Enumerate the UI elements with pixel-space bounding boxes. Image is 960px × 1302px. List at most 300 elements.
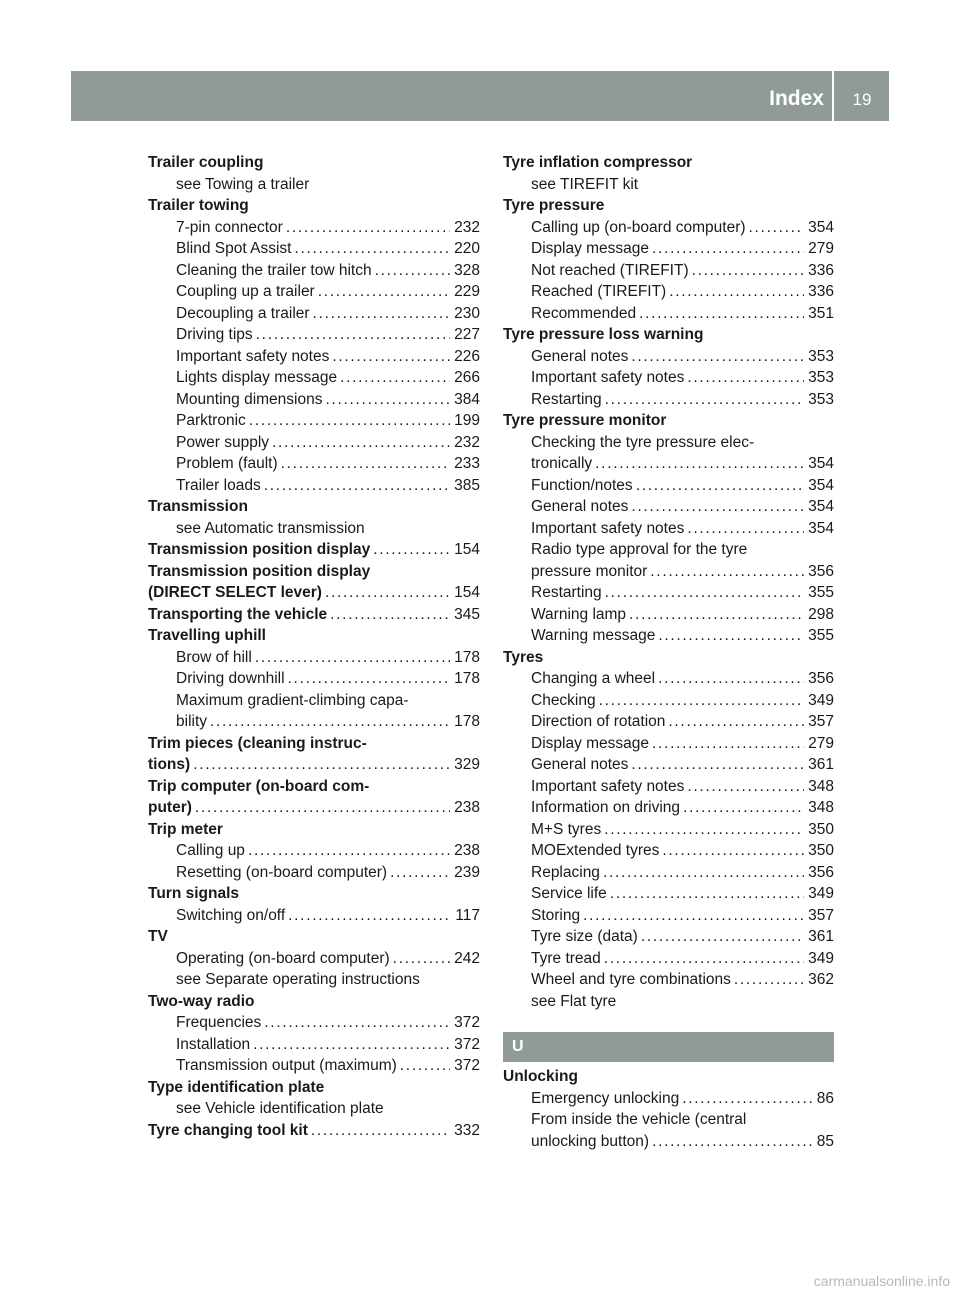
index-entry[interactable] bbox=[148, 389, 480, 411]
leader-dots bbox=[682, 1088, 813, 1110]
leader-dots bbox=[636, 475, 804, 497]
leader-dots bbox=[390, 862, 450, 884]
index-entry[interactable] bbox=[148, 862, 480, 884]
page-number: 19 bbox=[852, 90, 872, 109]
entry-label: Function/notes bbox=[531, 476, 633, 494]
entry-label: Coupling up a trailer bbox=[176, 283, 315, 300]
leader-dots bbox=[652, 1131, 813, 1153]
index-entry[interactable] bbox=[148, 281, 480, 303]
index-entry[interactable] bbox=[148, 410, 480, 432]
index-subentry-text bbox=[148, 690, 480, 712]
index-entry[interactable] bbox=[148, 475, 480, 497]
index-heading bbox=[148, 1077, 480, 1099]
entry-label: Trailer towing bbox=[148, 197, 249, 214]
entry-label: Operating (on-board computer) bbox=[176, 949, 390, 967]
entry-label: Display message bbox=[531, 734, 650, 752]
page-ref[interactable]: 349 bbox=[808, 949, 834, 967]
index-heading[interactable] bbox=[148, 1120, 480, 1142]
page-ref[interactable]: 354 bbox=[808, 498, 834, 515]
entry-label: General notes bbox=[531, 498, 629, 515]
page-ref[interactable]: 350 bbox=[808, 842, 834, 859]
entry-label: Storing bbox=[531, 906, 581, 924]
page-ref[interactable]: 239 bbox=[454, 863, 480, 881]
index-entry[interactable] bbox=[148, 647, 480, 669]
entry-label: Restarting bbox=[531, 584, 602, 601]
page-ref[interactable]: 356 bbox=[808, 562, 834, 580]
page-ref[interactable]: 384 bbox=[454, 390, 480, 408]
page-ref[interactable]: 232 bbox=[454, 218, 480, 236]
index-entry[interactable] bbox=[503, 1088, 834, 1110]
entry-label: Tyre inflation compressor bbox=[503, 154, 693, 171]
entry-label: Recommended bbox=[531, 304, 637, 322]
entry-label: TV bbox=[148, 928, 168, 945]
index-entry[interactable] bbox=[503, 969, 834, 991]
entry-label: Installation bbox=[176, 1035, 251, 1053]
index-entry[interactable] bbox=[503, 496, 834, 518]
page-ref[interactable]: 232 bbox=[454, 433, 480, 451]
index-heading bbox=[148, 496, 480, 518]
page-ref[interactable]: 178 bbox=[454, 713, 480, 730]
header-divider bbox=[832, 71, 834, 121]
leader-dots bbox=[605, 582, 804, 604]
entry-label: puter) bbox=[148, 799, 192, 816]
leader-dots bbox=[595, 453, 804, 475]
leader-dots bbox=[294, 238, 450, 260]
page-ref[interactable]: 362 bbox=[808, 971, 834, 988]
entry-label: Not reached (TIREFIT) bbox=[531, 261, 689, 279]
entry-label: tronically bbox=[531, 455, 593, 472]
index-heading bbox=[503, 152, 834, 174]
leader-dots bbox=[195, 797, 450, 819]
index-entry[interactable] bbox=[503, 668, 834, 690]
index-heading bbox=[503, 647, 834, 669]
index-entry[interactable] bbox=[503, 690, 834, 712]
index-entry[interactable] bbox=[503, 625, 834, 647]
index-entry[interactable] bbox=[503, 819, 834, 841]
entry-label: Resetting (on-board computer) bbox=[176, 863, 388, 881]
page-ref[interactable]: 355 bbox=[808, 627, 834, 644]
index-entry[interactable] bbox=[503, 238, 834, 260]
entry-label: From inside the vehicle (central bbox=[531, 1111, 747, 1128]
page-ref[interactable]: 154 bbox=[454, 541, 480, 558]
index-entry[interactable] bbox=[503, 905, 834, 927]
leader-dots bbox=[631, 754, 804, 776]
page-ref[interactable]: 199 bbox=[454, 412, 480, 429]
page-ref[interactable]: 355 bbox=[808, 584, 834, 601]
leader-dots bbox=[604, 948, 804, 970]
index-entry[interactable] bbox=[148, 905, 480, 927]
leader-dots bbox=[599, 690, 805, 712]
page-ref[interactable]: 238 bbox=[454, 842, 480, 859]
index-entry[interactable] bbox=[148, 668, 480, 690]
index-entry[interactable] bbox=[503, 367, 834, 389]
entry-label: Important safety notes bbox=[531, 777, 685, 795]
entry-label: Calling up (on-board computer) bbox=[531, 218, 746, 236]
index-heading bbox=[148, 561, 480, 583]
entry-label: Important safety notes bbox=[176, 347, 330, 365]
leader-dots bbox=[604, 819, 804, 841]
index-heading[interactable] bbox=[148, 604, 480, 626]
index-subentry-text bbox=[148, 174, 480, 196]
entry-label: Trim pieces (cleaning instruc- bbox=[148, 734, 367, 752]
leader-dots bbox=[330, 604, 450, 626]
index-entry[interactable] bbox=[503, 840, 834, 862]
entry-label: see TIREFIT kit bbox=[531, 175, 639, 193]
page-ref[interactable]: 233 bbox=[454, 455, 480, 472]
index-entry[interactable] bbox=[148, 367, 480, 389]
index-entry[interactable] bbox=[503, 346, 834, 368]
page-ref[interactable]: 117 bbox=[455, 906, 480, 924]
entry-label: Driving tips bbox=[176, 326, 253, 343]
index-subentry-text bbox=[503, 174, 834, 196]
index-entry[interactable] bbox=[148, 1012, 480, 1034]
leader-dots bbox=[264, 1012, 450, 1034]
index-heading[interactable] bbox=[148, 539, 480, 561]
leader-dots bbox=[375, 260, 451, 282]
entry-label: Turn signals bbox=[148, 885, 240, 902]
page-ref[interactable]: 351 bbox=[808, 304, 834, 322]
index-entry[interactable] bbox=[503, 733, 834, 755]
index-title: Index bbox=[769, 87, 824, 110]
page-ref[interactable]: 279 bbox=[808, 734, 834, 752]
page-ref[interactable]: 345 bbox=[454, 605, 480, 623]
entry-label: Transmission position display bbox=[148, 562, 371, 580]
entry-label: Type identification plate bbox=[148, 1078, 325, 1096]
index-entry[interactable] bbox=[503, 776, 834, 798]
index-column-left bbox=[148, 152, 480, 1141]
index-entry[interactable] bbox=[503, 754, 834, 776]
index-entry[interactable] bbox=[503, 883, 834, 905]
leader-dots bbox=[749, 217, 805, 239]
page-ref[interactable]: 226 bbox=[454, 347, 480, 365]
index-subentry-text bbox=[148, 969, 480, 991]
page-ref[interactable]: 329 bbox=[454, 756, 480, 773]
page-ref[interactable]: 332 bbox=[454, 1121, 480, 1139]
page-ref[interactable]: 361 bbox=[808, 928, 834, 945]
entry-label: Power supply bbox=[176, 433, 270, 451]
entry-label: General notes bbox=[531, 347, 629, 365]
entry-label: bility bbox=[176, 713, 208, 730]
entry-label: Emergency unlocking bbox=[531, 1089, 680, 1107]
leader-dots bbox=[288, 668, 451, 690]
index-entry[interactable] bbox=[503, 518, 834, 540]
index-entry[interactable] bbox=[503, 604, 834, 626]
leader-dots bbox=[631, 496, 804, 518]
page-ref[interactable]: 361 bbox=[808, 756, 834, 773]
page-ref[interactable]: 372 bbox=[454, 1014, 480, 1031]
page-ref[interactable]: 350 bbox=[808, 820, 834, 838]
entry-label: Replacing bbox=[531, 863, 600, 881]
index-entry[interactable] bbox=[148, 711, 480, 733]
page-ref[interactable]: 242 bbox=[454, 949, 480, 967]
entry-label: Tyre changing tool kit bbox=[148, 1121, 308, 1139]
leader-dots bbox=[288, 905, 451, 927]
page-ref[interactable]: 385 bbox=[454, 476, 480, 494]
leader-dots bbox=[311, 1120, 450, 1142]
entry-label: Problem (fault) bbox=[176, 455, 278, 472]
index-entry[interactable] bbox=[503, 260, 834, 282]
index-heading bbox=[148, 883, 480, 905]
leader-dots bbox=[318, 281, 450, 303]
entry-label: see Automatic transmission bbox=[176, 519, 365, 537]
index-entry[interactable] bbox=[148, 840, 480, 862]
page-ref[interactable]: 356 bbox=[808, 863, 834, 881]
leader-dots bbox=[253, 1034, 450, 1056]
section-letter-header: U bbox=[503, 1032, 834, 1062]
leader-dots bbox=[603, 862, 804, 884]
entry-label: Trip meter bbox=[148, 820, 223, 838]
entry-label: Driving downhill bbox=[176, 670, 285, 687]
entry-label: Parktronic bbox=[176, 412, 246, 429]
index-entry[interactable] bbox=[503, 926, 834, 948]
page-ref[interactable]: 220 bbox=[454, 240, 480, 257]
page-ref[interactable]: 354 bbox=[808, 218, 834, 236]
entry-label: Restarting bbox=[531, 390, 602, 408]
index-heading bbox=[148, 625, 480, 647]
index-entry[interactable] bbox=[503, 561, 834, 583]
index-entry[interactable] bbox=[148, 432, 480, 454]
index-entry[interactable] bbox=[148, 453, 480, 475]
entry-label: MOExtended tyres bbox=[531, 842, 660, 859]
leader-dots bbox=[210, 711, 450, 733]
entry-label: Wheel and tyre combinations bbox=[531, 971, 731, 988]
index-subentry-text bbox=[503, 539, 834, 561]
entry-label: Important safety notes bbox=[531, 519, 685, 537]
page-ref[interactable]: 298 bbox=[808, 605, 834, 623]
index-entry[interactable] bbox=[148, 303, 480, 325]
leader-dots bbox=[687, 518, 804, 540]
index-entry[interactable] bbox=[148, 217, 480, 239]
entry-label: Calling up bbox=[176, 842, 245, 859]
page-ref[interactable]: 354 bbox=[808, 519, 834, 537]
leader-dots bbox=[272, 432, 450, 454]
entry-label: Direction of rotation bbox=[531, 713, 666, 730]
entry-label: Tyre pressure bbox=[503, 197, 605, 214]
index-entry[interactable] bbox=[503, 797, 834, 819]
leader-dots bbox=[650, 561, 804, 583]
entry-label: Two-way radio bbox=[148, 992, 255, 1010]
leader-dots bbox=[668, 711, 804, 733]
page-ref[interactable]: 279 bbox=[808, 240, 834, 257]
entry-label: see Flat tyre bbox=[531, 992, 617, 1010]
index-entry[interactable] bbox=[503, 389, 834, 411]
entry-label: Blind Spot Assist bbox=[176, 240, 292, 257]
entry-label: Transmission position display bbox=[148, 541, 371, 558]
leader-dots bbox=[281, 453, 450, 475]
leader-dots bbox=[652, 238, 804, 260]
entry-label: Reached (TIREFIT) bbox=[531, 283, 667, 300]
page-ref[interactable]: 349 bbox=[808, 691, 834, 709]
page-ref[interactable]: 229 bbox=[454, 283, 480, 300]
index-heading[interactable] bbox=[148, 582, 480, 604]
index-heading bbox=[503, 1066, 834, 1088]
page-ref[interactable]: 357 bbox=[808, 713, 834, 730]
entry-label: Information on driving bbox=[531, 799, 681, 816]
leader-dots bbox=[393, 948, 450, 970]
leader-dots bbox=[658, 668, 804, 690]
entry-label: pressure monitor bbox=[531, 562, 648, 580]
index-subentry-text bbox=[503, 1109, 834, 1131]
entry-label: Trip computer (on-board com- bbox=[148, 777, 370, 795]
page-ref[interactable]: 372 bbox=[454, 1057, 480, 1074]
index-entry[interactable] bbox=[503, 453, 834, 475]
page-ref[interactable]: 372 bbox=[454, 1035, 480, 1053]
page-ref[interactable]: 348 bbox=[808, 799, 834, 816]
leader-dots bbox=[400, 1055, 450, 1077]
entry-label: see Separate operating instructions bbox=[176, 971, 420, 988]
page-ref[interactable]: 230 bbox=[454, 304, 480, 322]
index-heading bbox=[503, 324, 834, 346]
entry-label: Transmission bbox=[148, 498, 248, 515]
entry-label: Cleaning the trailer tow hitch bbox=[176, 261, 372, 279]
entry-label: Important safety notes bbox=[531, 369, 685, 386]
index-entry[interactable] bbox=[503, 948, 834, 970]
leader-dots bbox=[629, 604, 804, 626]
page-ref[interactable]: 356 bbox=[808, 670, 834, 687]
entry-label: Tyre pressure monitor bbox=[503, 412, 667, 429]
index-heading bbox=[148, 776, 480, 798]
page-ref[interactable]: 178 bbox=[454, 670, 480, 687]
entry-label: General notes bbox=[531, 756, 629, 773]
leader-dots bbox=[332, 346, 450, 368]
leader-dots bbox=[340, 367, 450, 389]
page-ref[interactable]: 348 bbox=[808, 777, 834, 795]
page-ref[interactable]: 353 bbox=[808, 347, 834, 365]
index-heading bbox=[148, 991, 480, 1013]
page-ref[interactable]: 357 bbox=[808, 906, 834, 924]
leader-dots bbox=[249, 410, 450, 432]
page-ref[interactable]: 336 bbox=[808, 261, 834, 279]
entry-label: Checking bbox=[531, 691, 596, 709]
index-heading[interactable] bbox=[148, 797, 480, 819]
entry-label: Tyre size (data) bbox=[531, 928, 638, 945]
leader-dots bbox=[325, 389, 450, 411]
entry-label: Mounting dimensions bbox=[176, 390, 323, 408]
index-entry[interactable] bbox=[503, 303, 834, 325]
entry-label: Switching on/off bbox=[176, 906, 286, 924]
entry-label: unlocking button) bbox=[531, 1132, 650, 1150]
index-entry[interactable] bbox=[148, 238, 480, 260]
leader-dots bbox=[639, 303, 804, 325]
index-heading bbox=[148, 195, 480, 217]
index-entry[interactable] bbox=[503, 1131, 834, 1153]
entry-label: Warning lamp bbox=[531, 605, 627, 623]
page-ref[interactable]: 353 bbox=[808, 390, 834, 408]
entry-label: Trailer coupling bbox=[148, 154, 264, 171]
leader-dots bbox=[193, 754, 450, 776]
leader-dots bbox=[631, 346, 804, 368]
entry-label: Unlocking bbox=[503, 1068, 578, 1085]
entry-label: Travelling uphill bbox=[148, 627, 266, 644]
index-entry[interactable] bbox=[148, 324, 480, 346]
leader-dots bbox=[248, 840, 450, 862]
index-entry[interactable] bbox=[503, 862, 834, 884]
leader-dots bbox=[255, 647, 450, 669]
entry-label: Brow of hill bbox=[176, 648, 252, 666]
leader-dots bbox=[313, 303, 451, 325]
page-ref[interactable]: 266 bbox=[454, 369, 480, 386]
leader-dots bbox=[325, 582, 450, 604]
index-subentry-text bbox=[503, 432, 834, 454]
entry-label: Transporting the vehicle bbox=[148, 605, 328, 623]
leader-dots bbox=[662, 840, 804, 862]
page-ref[interactable]: 238 bbox=[454, 799, 480, 816]
page-ref[interactable]: 85 bbox=[816, 1132, 834, 1150]
entry-label: Service life bbox=[531, 885, 607, 902]
leader-dots bbox=[610, 883, 804, 905]
index-entry[interactable] bbox=[148, 1055, 480, 1077]
leader-dots bbox=[583, 905, 804, 927]
index-heading bbox=[148, 926, 480, 948]
index-subentry-text bbox=[148, 1098, 480, 1120]
index-column-right bbox=[503, 152, 834, 1152]
entry-label: Radio type approval for the tyre bbox=[531, 541, 748, 558]
index-entry[interactable] bbox=[148, 346, 480, 368]
index-entry[interactable] bbox=[148, 260, 480, 282]
page-ref[interactable]: 328 bbox=[454, 261, 480, 279]
index-heading bbox=[148, 819, 480, 841]
index-heading bbox=[148, 733, 480, 755]
page-ref[interactable]: 336 bbox=[808, 283, 834, 300]
entry-label: Checking the tyre pressure elec- bbox=[531, 433, 755, 451]
index-subentry-text bbox=[503, 991, 834, 1013]
index-entry[interactable] bbox=[148, 948, 480, 970]
leader-dots bbox=[652, 733, 804, 755]
index-entry[interactable] bbox=[503, 281, 834, 303]
leader-dots bbox=[687, 367, 804, 389]
leader-dots bbox=[605, 389, 804, 411]
page-ref[interactable]: 354 bbox=[808, 476, 834, 494]
entry-label: Maximum gradient-climbing capa- bbox=[176, 691, 409, 709]
entry-label: Display message bbox=[531, 240, 650, 257]
entry-label: Tyre pressure loss warning bbox=[503, 326, 704, 343]
leader-dots bbox=[692, 260, 805, 282]
entry-label: (DIRECT SELECT lever) bbox=[148, 584, 322, 601]
index-heading bbox=[503, 410, 834, 432]
entry-label: Decoupling a trailer bbox=[176, 304, 310, 322]
entry-label: 7-pin connector bbox=[176, 218, 283, 236]
page-ref[interactable]: 227 bbox=[454, 326, 480, 343]
leader-dots bbox=[734, 969, 804, 991]
leader-dots bbox=[687, 776, 804, 798]
page-ref[interactable]: 353 bbox=[808, 369, 834, 386]
page-ref[interactable]: 354 bbox=[808, 455, 834, 472]
index-heading[interactable] bbox=[148, 754, 480, 776]
entry-label: M+S tyres bbox=[531, 820, 602, 838]
leader-dots bbox=[256, 324, 450, 346]
entry-label: Transmission output (maximum) bbox=[176, 1057, 397, 1074]
entry-label: Changing a wheel bbox=[531, 670, 656, 687]
leader-dots bbox=[264, 475, 450, 497]
page-ref[interactable]: 178 bbox=[454, 648, 480, 666]
index-entry[interactable] bbox=[503, 711, 834, 733]
index-entry[interactable] bbox=[148, 1034, 480, 1056]
leader-dots bbox=[373, 539, 450, 561]
entry-label: Tyres bbox=[503, 648, 544, 666]
index-subentry-text bbox=[148, 518, 480, 540]
entry-label: see Towing a trailer bbox=[176, 175, 310, 193]
index-entry[interactable] bbox=[503, 475, 834, 497]
index-entry[interactable] bbox=[503, 217, 834, 239]
leader-dots bbox=[286, 217, 450, 239]
page-ref[interactable]: 349 bbox=[808, 885, 834, 902]
page-ref[interactable]: 86 bbox=[816, 1089, 834, 1107]
entry-label: Tyre tread bbox=[531, 949, 601, 967]
page-ref[interactable]: 154 bbox=[454, 584, 480, 601]
watermark: carmanualsonline.info bbox=[813, 1273, 950, 1289]
entry-label: tions) bbox=[148, 756, 191, 773]
index-entry[interactable] bbox=[503, 582, 834, 604]
